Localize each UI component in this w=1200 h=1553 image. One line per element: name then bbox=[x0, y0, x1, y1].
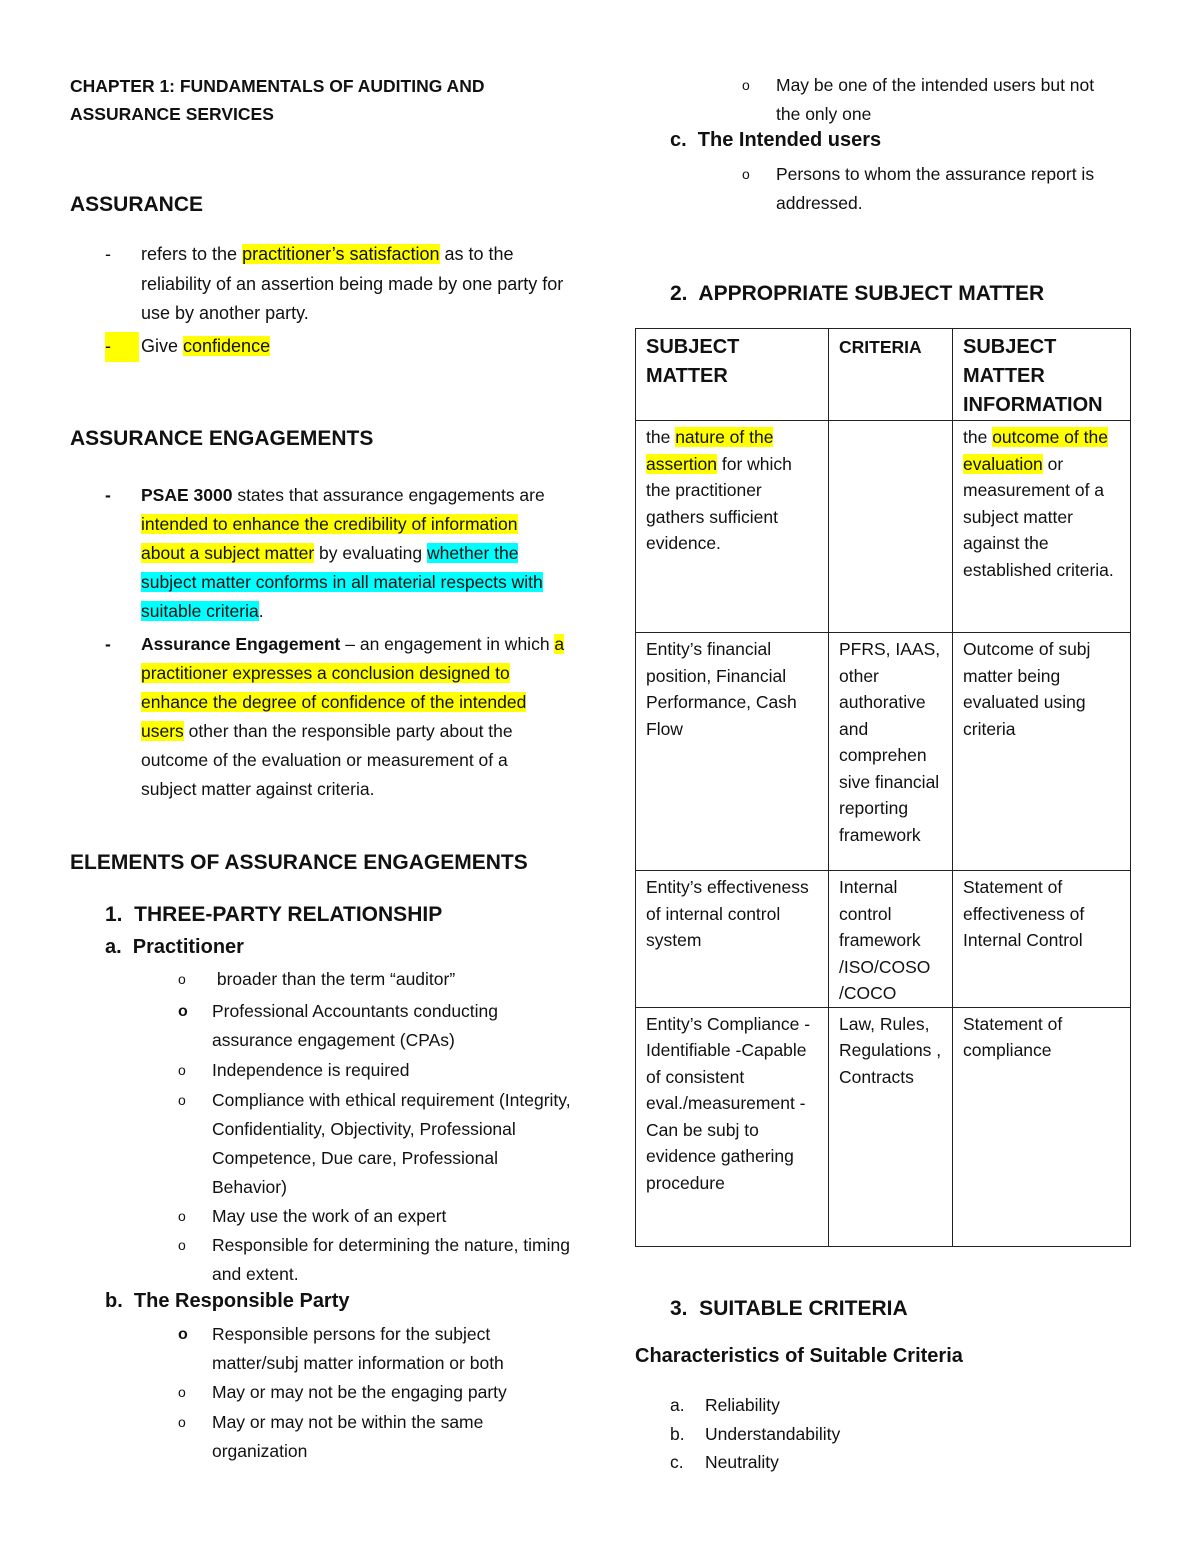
highlight: confidence bbox=[183, 336, 271, 356]
table-cell: Statement of compliance bbox=[953, 1007, 1131, 1246]
three-party-heading: 1. THREE-PARTY RELATIONSHIP bbox=[105, 903, 443, 926]
document-page: CHAPTER 1: FUNDAMENTALS OF AUDITING AND ASSURANCE SERVICES ASSURANCE - refers to the practitioner’s satisfaction as to the reliability of an assertion being made by one party for use by another party. - Give confidence ASSURANCE ENGAGEMENTS - PSAE 3000 states that assurance engagements are intended to enhance the credibility of information about a subject matter by evaluating whether the subject matter conforms in all material respects with suitable criteria. - Assurance Engagement – an engagement in which a practitioner expresses a conclusion designed to enhance the degree of confidence of the intended users other than the responsible party about the outcome of the evaluation or measurement of a subject matter against criteria. ELEMENTS OF ASSURANCE ENGAGEMENTS 1. THREE-PARTY RELATIONSHIP a. Practitioner o broader than the term “auditor” o Professional Accountants conducting assurance engagement (CPAs) o Independence is required o Compliance with ethical requirement (Integrity, Confidentiality, Objectivity, Professional Competence, Due care, Professional Behavior) o May use the work of an expert o Responsible for determining the nature, timing and extent. b. The Responsible Party o Responsible persons for the subject matter/subj matter information or both o May or may not be the engaging party o May or may not be within the same organization o May be one of the intended users but not the only one c. The Intended users o Persons to whom the assurance report is addressed. 2. APPROPRIATE SUBJECT MATTER SUBJECT MATTER CRITERIA SUBJECT MATTER INFORMATION the nature of the assertion for which the practitioner gathers sufficient evidence. the outcome of the evaluation or measurement of a subject matter against the established criteria. Entity’s financial position, Financial Performance, Cash Flow PFRS, IAAS, other authorative and comprehen sive financial reporting framework Outcome of subj matter being evaluated using criteria Entity’s effectiveness of internal control system Internal control framework /ISO/COSO /COCO Statement of effectiveness of Internal Control Entity’s Compliance -Identifiable -Capable of consistent eval./measurement -Can be subj to evidence gathering procedure Law, Rules, Regulations , Contracts Statement of compliance 3. SUITABLE CRITERIA Characteristics of Suitable Criteria a. Reliability b. Understandability c. Neutrality bbox=[0, 0, 1200, 1553]
intended-users-heading: c. The Intended users bbox=[670, 129, 882, 151]
table-cell: the nature of the assertion for which the practitioner gathers sufficient evidence. bbox=[636, 421, 829, 633]
assurance-engagements-heading: ASSURANCE ENGAGEMENTS bbox=[70, 427, 374, 450]
dash-bullet: - bbox=[105, 485, 111, 505]
table-cell: Entity’s effectiveness of internal control system bbox=[636, 871, 829, 1008]
dash-bullet: - bbox=[105, 332, 139, 362]
list-item: b. Understandability bbox=[670, 1423, 841, 1444]
table-cell: Entity’s Compliance -Identifiable -Capable of consistent eval./measurement -Can be subj to evidence gathering procedure bbox=[636, 1007, 829, 1246]
highlight: a practitioner expresses a conclusion designed to enhance the degree of confidence of the intended users bbox=[141, 634, 565, 741]
table-header: SUBJECT MATTER INFORMATION bbox=[953, 329, 1131, 421]
highlight: outcome of the evaluation bbox=[963, 427, 1108, 474]
list-item: c. Neutrality bbox=[670, 1452, 779, 1472]
subject-matter-table bbox=[635, 328, 1131, 1247]
chapter-title-line-1: CHAPTER 1: FUNDAMENTALS OF AUDITING AND bbox=[70, 76, 485, 96]
table-row bbox=[636, 421, 1131, 633]
bullet-icon: o bbox=[742, 166, 750, 182]
bullet-icon: o bbox=[178, 1208, 186, 1224]
list-item: a. Reliability bbox=[670, 1395, 780, 1415]
table-cell: the outcome of the evaluation or measurement of a subject matter against the established criteria. bbox=[953, 421, 1131, 633]
characteristics-list bbox=[670, 1391, 1070, 1477]
responsible-party-heading: b. The Responsible Party bbox=[105, 1290, 350, 1312]
table-cell: PFRS, IAAS, other authorative and comprehen sive financial reporting framework bbox=[829, 633, 953, 871]
assurance-heading: ASSURANCE bbox=[70, 193, 204, 216]
dash-bullet: - bbox=[105, 634, 111, 654]
highlight: practitioner’s satisfaction bbox=[242, 244, 440, 264]
table-cell: Entity’s financial position, Financial Performance, Cash Flow bbox=[636, 633, 829, 871]
table-header: SUBJECT MATTER bbox=[636, 329, 829, 421]
table-row bbox=[636, 1007, 1131, 1246]
bullet-icon: o bbox=[178, 1003, 188, 1020]
subject-matter-heading: 2. APPROPRIATE SUBJECT MATTER bbox=[670, 282, 1045, 305]
characteristics-heading: Characteristics of Suitable Criteria bbox=[635, 1345, 963, 1367]
highlight: intended to enhance the credibility of information about a subject matter bbox=[141, 514, 518, 563]
table-cell: Outcome of subj matter being evaluated using criteria bbox=[953, 633, 1131, 871]
table-cell: Internal control framework /ISO/COSO /COCO bbox=[829, 871, 953, 1008]
practitioner-heading: a. Practitioner bbox=[105, 936, 244, 958]
bullet-icon: o bbox=[178, 1062, 186, 1078]
highlight: nature of the assertion bbox=[646, 427, 774, 474]
bullet-icon: o bbox=[178, 1326, 188, 1343]
table-row bbox=[636, 871, 1131, 1008]
bullet-icon: o bbox=[178, 971, 186, 987]
bullet-icon: o bbox=[178, 1237, 186, 1253]
bullet-icon: o bbox=[178, 1092, 186, 1108]
table-header: CRITERIA bbox=[829, 329, 953, 421]
dash-bullet: - bbox=[105, 244, 111, 264]
bullet-icon: o bbox=[178, 1414, 186, 1430]
elements-heading: ELEMENTS OF ASSURANCE ENGAGEMENTS bbox=[70, 851, 528, 874]
table-header-row bbox=[636, 329, 1131, 421]
table-cell: Statement of effectiveness of Internal Control bbox=[953, 871, 1131, 1008]
table-cell: Law, Rules, Regulations , Contracts bbox=[829, 1007, 953, 1246]
bullet-icon: o bbox=[742, 77, 750, 93]
bullet-icon: o bbox=[178, 1384, 186, 1400]
table-row bbox=[636, 633, 1131, 871]
suitable-criteria-heading: 3. SUITABLE CRITERIA bbox=[670, 1297, 908, 1320]
highlight-cyan: whether the subject matter conforms in all material respects with suitable criteria bbox=[141, 543, 543, 621]
chapter-title bbox=[70, 72, 540, 128]
table-cell bbox=[829, 421, 953, 633]
chapter-title-line-2: ASSURANCE SERVICES bbox=[70, 104, 274, 124]
